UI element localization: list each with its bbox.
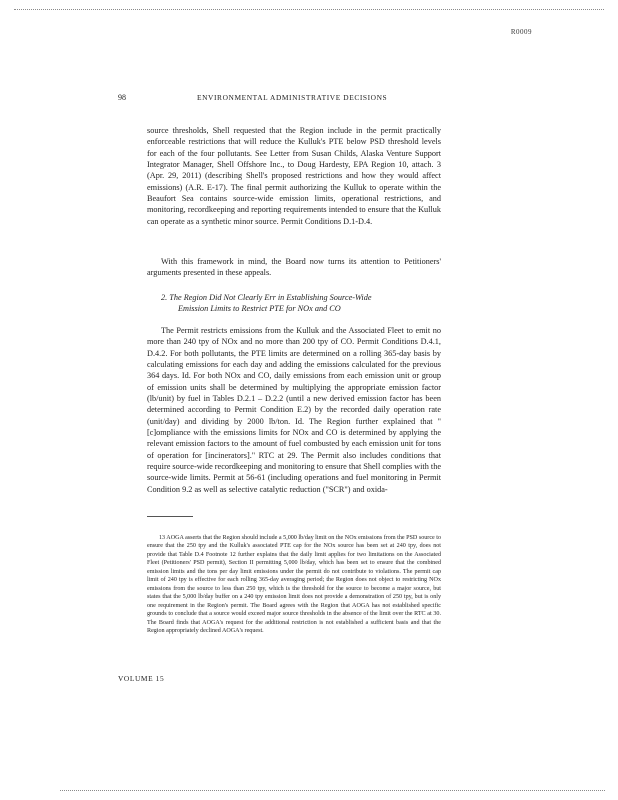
footnote-block — [147, 534, 441, 635]
section-heading-line-2: Emission Limits to Restrict PTE for NOx and CO — [178, 304, 341, 314]
body-block-2 — [147, 256, 441, 279]
body-paragraph-3: The Permit restricts emissions from the Kulluk and the Associated Fleet to emit no more than 240 tpy of NOx and no more than 200 tpy of CO. Permit Conditions D.4.1, D.4.2. For both pollutants, the PTE limits are determined on a rolling 365-day basis by calculating emissions for each day and adding the emissions calculated for the previous 364 days. Id. For both NOx and CO, daily emissions from each emission unit or group of emission units shall be determined by multiplying the appropriate emission factor (lb/unit) by fuel in Tables D.2.1 – D.2.2 (until a new derived emission factor has been determined according to Permit Condition E.2) by the recorded daily operation rate (unit/day) and dividing by 2000 lb/ton. Id. The Region further explained that "[c]ompliance with the emissions limits for NOx and CO is determined by applying the relevant emission factors to the amount of fuel combusted by each emission unit for tons of operation for [incinerators]." RTC at 29. The Permit also includes conditions that require source-wide recordkeeping and monitoring to ensure that Shell complies with the source-wide limits. Permit at 56-61 (including operations and fuel monitoring in Permit Condition 9.2 as well as selective catalytic reduction ("SCR") and oxida- — [147, 326, 441, 494]
scan-edge-bottom — [60, 790, 605, 791]
footnote-13: 13 AOGA asserts that the Region should include a 5,000 lb/day limit on the NOx emissions from the PSD source to ensure that the 250 tpy and the Kulluk's associated PTE cap for the NOx source has been set at 240 tpy, does not provide that Table D.4 Footnote 12 further explains that the daily limit applies for two limitations on the Associated Fleet (Petitioners' PSD permit), Section II permitting 5,000 lb/day, which has been set to ensure that the combined emission limits and the tons per day limit emissions under the permit do not contribute to violations. The permit cap limit of 240 tpy is effective for each rolling 365-day averaging period; the Region does not object to restricting NOx emissions from the source to less than 250 tpy, which is the threshold for the source to become a major source, but states that the 5,000 lb/day buffer on a 240 tpy emission limit does not provide a demonstration of 250 tpy, but is only one requirement in the Region's permit. The Board agrees with the Region that AOGA has not established specific grounds to conclude that a source would exceed major source thresholds in the absence of the limit over the RTC at 30. The Board finds that AOGA's request for the additional restriction is not established a sufficient basis and that the Region appropriately declined AOGA's request. — [147, 535, 441, 634]
body-paragraph-1: source thresholds, Shell requested that the Region include in the permit practically enforceable restrictions that will reduce the Kulluk's PTE below PSD threshold levels for each of the four pollutants. See Letter from Susan Childs, Alaska Venture Support Integrator Manager, Shell Offshore Inc., to Doug Hardesty, EPA Region 10, attach. 3 (Apr. 29, 2011) (describing Shell's proposed restrictions and how they would affect emissions) (A.R. E-17). The final permit authorizing the Kulluk to operate within the Beaufort Sea contains source-wide emission limits, operational restrictions, and monitoring, recordkeeping and reporting requirements intended to ensure that the Kulluk can operate as a synthetic minor source. Permit Conditions D.1-D.4. — [147, 126, 441, 226]
section-heading-line-1: 2. The Region Did Not Clearly Err in Establishing Source-Wide — [161, 293, 372, 302]
footnote-rule — [147, 516, 193, 517]
body-block-3 — [147, 325, 441, 495]
page-number: 98 — [118, 93, 126, 102]
document-id: R0009 — [510, 28, 532, 36]
scan-edge-top — [14, 9, 604, 10]
body-paragraph-2: With this framework in mind, the Board now turns its attention to Petitioners' arguments presented in these appeals. — [147, 257, 441, 278]
section-heading — [161, 292, 431, 315]
running-head: ENVIRONMENTAL ADMINISTRATIVE DECISIONS — [197, 93, 388, 102]
volume-label: VOLUME 15 — [118, 674, 165, 683]
body-block-1 — [147, 125, 441, 227]
